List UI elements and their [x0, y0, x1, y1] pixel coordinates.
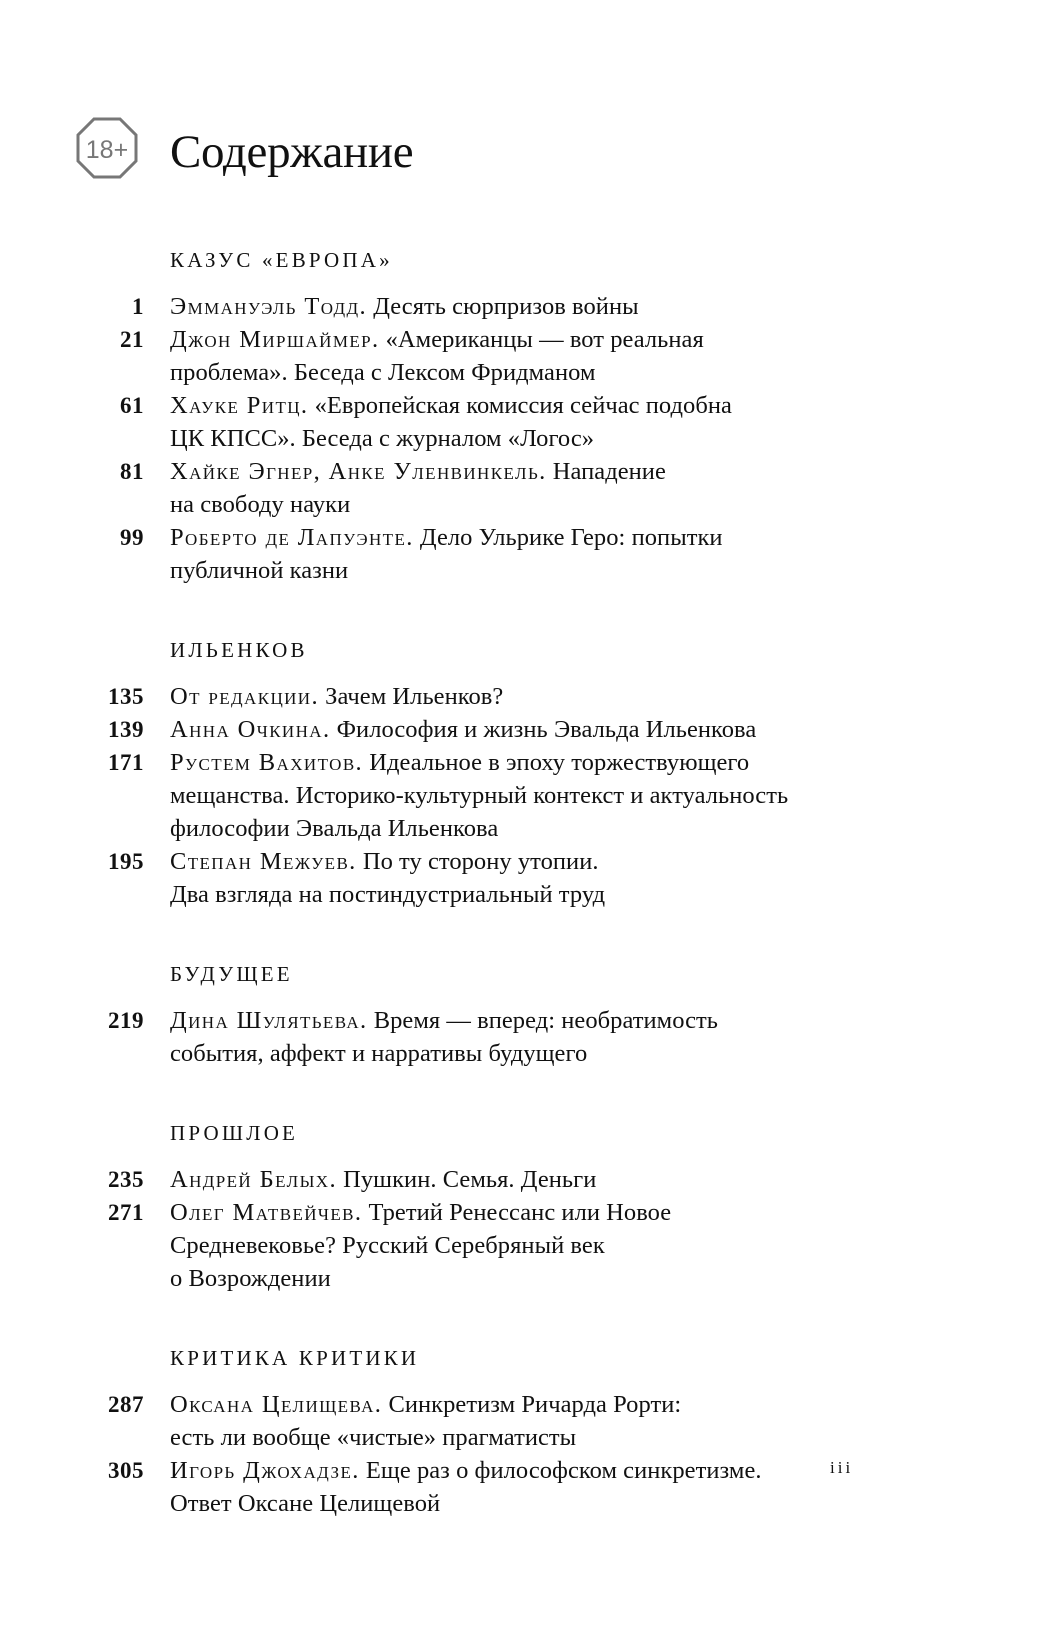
entry-title-line: ЦК КПСС». Беседа с журналом «Логос» [170, 425, 595, 452]
toc-entry[interactable] [0, 1163, 1040, 1196]
entry-page-number: 61 [120, 393, 144, 418]
entry-page-number: 287 [108, 1392, 144, 1417]
entry-page-number: 305 [108, 1458, 144, 1483]
entry-author: Андрей Белых. [170, 1166, 337, 1193]
section-title: БУДУЩЕЕ [170, 962, 293, 986]
entry-text [170, 1454, 870, 1520]
entry-title-line: проблема». Беседа с Лексом Фридманом [170, 359, 596, 386]
entry-author: Хайке Эгнер, Анке Уленвинкель. [170, 458, 547, 485]
entry-author: Джон Миршаймер. [170, 326, 380, 353]
entry-title-line: Время — вперед: необратимость [373, 1007, 719, 1034]
toc-entry[interactable] [0, 1388, 1040, 1454]
entry-title-line: «Американцы — вот реальная [385, 326, 704, 353]
entry-title-line: Нападение [552, 458, 666, 485]
toc-section [0, 944, 1040, 1070]
entry-text [170, 521, 870, 587]
entry-title-line: Еще раз о философском синкретизме. [365, 1457, 762, 1484]
entry-title-line: Синкретизм Ричарда Рорти: [388, 1391, 682, 1418]
toc-section [0, 620, 1040, 911]
entry-text [170, 746, 870, 845]
entry-title-line: философии Эвальда Ильенкова [170, 815, 499, 842]
toc-entry[interactable] [0, 845, 1040, 911]
entry-text [170, 713, 870, 746]
entry-title-line: Ответ Оксане Целищевой [170, 1490, 441, 1517]
entry-page-number: 99 [120, 525, 144, 550]
entry-page-number: 171 [108, 750, 144, 775]
entry-text [170, 1196, 870, 1295]
toc-entry[interactable] [0, 680, 1040, 713]
section-title: КАЗУС «ЕВРОПА» [170, 248, 393, 272]
entry-author: Игорь Джохадзе. [170, 1457, 360, 1484]
entry-author: Рустем Вахитов. [170, 749, 364, 776]
entry-title-line: Пушкин. Семья. Деньги [343, 1166, 597, 1193]
entry-page-number: 1 [132, 294, 144, 319]
entry-page-number: 271 [108, 1200, 144, 1225]
age-rating-text: 18+ [85, 136, 129, 164]
entry-text [170, 389, 870, 455]
entry-author: Эммануэль Тодд. [170, 293, 368, 320]
entry-text [170, 290, 870, 323]
page-header [76, 117, 138, 179]
section-title: КРИТИКА КРИТИКИ [170, 1346, 420, 1370]
entry-text [170, 845, 870, 911]
entry-author: Оксана Целищева. [170, 1391, 383, 1418]
toc-entry[interactable] [0, 1454, 1040, 1520]
entry-page-number: 139 [108, 717, 144, 742]
entry-text [170, 1388, 870, 1454]
toc-entry[interactable] [0, 746, 1040, 845]
toc-entry[interactable] [0, 521, 1040, 587]
table-of-contents [0, 230, 1040, 1553]
page-number: iii [830, 1458, 854, 1477]
entry-title-line: По ту сторону утопии. [362, 848, 599, 875]
entry-title-line: Третий Ренессанс или Новое [368, 1199, 672, 1226]
entry-title-line: публичной казни [170, 557, 349, 584]
entry-author: Дина Шулятьева. [170, 1007, 368, 1034]
entry-page-number: 235 [108, 1167, 144, 1192]
page-title: Содержание [170, 126, 414, 178]
entry-title-line: «Европейская комиссия сейчас подобна [314, 392, 732, 419]
entry-title-line: Философия и жизнь Эвальда Ильенкова [336, 716, 757, 743]
entry-author: Анна Очкина. [170, 716, 331, 743]
entry-author: Хауке Ритц. [170, 392, 309, 419]
entry-title-line: события, аффект и нарративы будущего [170, 1040, 588, 1067]
entry-page-number: 81 [120, 459, 144, 484]
section-title: ПРОШЛОЕ [170, 1121, 299, 1145]
entry-title-line: Дело Ульрике Геро: попытки [419, 524, 723, 551]
toc-section [0, 1103, 1040, 1295]
toc-entry[interactable] [0, 389, 1040, 455]
toc-entry[interactable] [0, 455, 1040, 521]
entry-text [170, 1163, 870, 1196]
toc-entry[interactable] [0, 1196, 1040, 1295]
entry-page-number: 219 [108, 1008, 144, 1033]
toc-entry[interactable] [0, 323, 1040, 389]
entry-text [170, 455, 870, 521]
entry-page-number: 135 [108, 684, 144, 709]
entry-title-line: Десять сюрпризов войны [373, 293, 639, 320]
entry-title-line: на свободу науки [170, 491, 351, 518]
entry-title-line: Идеальное в эпоху торжествующего [369, 749, 750, 776]
entry-author: Олег Матвейчев. [170, 1199, 363, 1226]
entry-author: Роберто де Лапуэнте. [170, 524, 414, 551]
entry-page-number: 195 [108, 849, 144, 874]
entry-title-line: мещанства. Историко-культурный контекст и актуальность [170, 782, 789, 809]
entry-text [170, 323, 870, 389]
entry-title-line: есть ли вообще «чистые» прагматисты [170, 1424, 577, 1451]
age-rating-badge-icon [76, 117, 138, 179]
entry-text [170, 680, 870, 713]
toc-section [0, 230, 1040, 587]
toc-entry[interactable] [0, 713, 1040, 746]
entry-title-line: Два взгляда на постиндустриальный труд [170, 881, 606, 908]
section-title: ИЛЬЕНКОВ [170, 638, 308, 662]
toc-entry[interactable] [0, 1004, 1040, 1070]
toc-section [0, 1328, 1040, 1520]
entry-title-line: Зачем Ильенков? [325, 683, 504, 710]
entry-title-line: Средневековье? Русский Серебряный век [170, 1232, 605, 1259]
toc-entry[interactable] [0, 290, 1040, 323]
entry-page-number: 21 [120, 327, 144, 352]
entry-author: Степан Межуев. [170, 848, 357, 875]
entry-text [170, 1004, 870, 1070]
entry-title-line: о Возрождении [170, 1265, 331, 1292]
entry-author: От редакции. [170, 683, 320, 710]
